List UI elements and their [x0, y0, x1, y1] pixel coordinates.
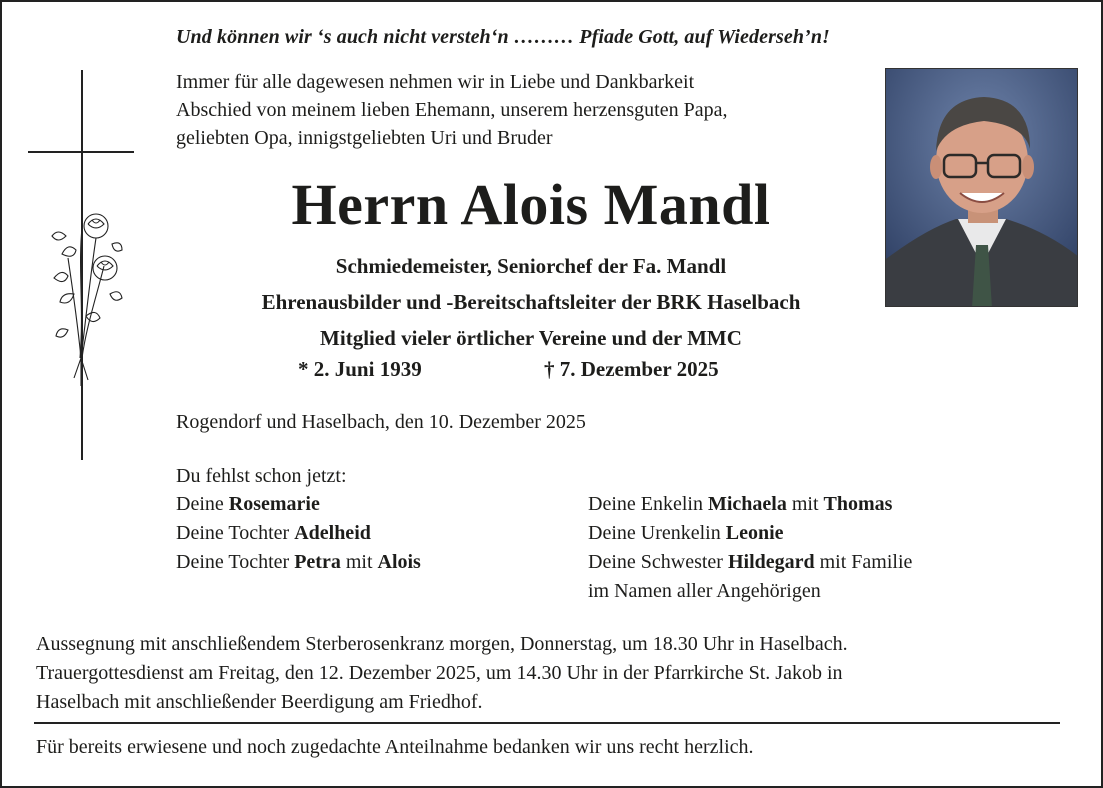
family-list-right — [588, 490, 912, 606]
service-line: Trauergottesdienst am Freitag, den 12. Dezember 2025, um 14.30 Uhr in der Pfarrkirche St. Jakob in — [36, 662, 843, 684]
family-line — [588, 519, 912, 548]
family-line — [588, 548, 912, 577]
intro-text — [176, 68, 876, 152]
relative-name: Hildegard — [727, 551, 815, 573]
relation-text: Deine Urenkelin — [588, 522, 726, 544]
thanks-text: Für bereits erwiesene und noch zugedachte Anteilnahme bedanken wir uns recht herzlich. — [36, 736, 754, 758]
portrait-photo — [885, 68, 1078, 307]
title-line: Mitglied vieler örtlicher Vereine und der MMC — [320, 326, 742, 350]
service-line: Haselbach mit anschließender Beerdigung am Friedhof. — [36, 691, 483, 713]
titles — [176, 248, 886, 356]
family-list-left — [176, 490, 421, 577]
divider — [34, 722, 1060, 724]
relation-text: mit — [786, 493, 824, 515]
death-date: † 7. Dezember 2025 — [544, 357, 719, 381]
title-line: Schmiedemeister, Seniorchef der Fa. Mandl — [335, 254, 727, 278]
relative-name: Adelheid — [294, 522, 371, 544]
relation-text: Deine Tochter — [176, 551, 295, 573]
relation-text: Deine Schwester — [588, 551, 728, 573]
relative-name: Rosemarie — [228, 493, 320, 515]
title-line: Ehrenausbilder und -Bereitschaftsleiter der BRK Haselbach — [261, 290, 801, 314]
intro-line: Immer für alle dagewesen nehmen wir in Liebe und Dankbarkeit — [176, 71, 695, 93]
service-line: Aussegnung mit anschließendem Sterberosenkranz morgen, Donnerstag, um 18.30 Uhr in Haselbach. — [36, 633, 848, 655]
intro-line: geliebten Opa, innigstgeliebten Uri und Bruder — [176, 127, 553, 149]
family-line — [176, 519, 421, 548]
service-info — [36, 630, 1076, 717]
relation-text: mit Familie — [814, 551, 913, 573]
place-date: Rogendorf und Haselbach, den 10. Dezember 2025 — [176, 411, 586, 433]
family-line — [176, 490, 421, 519]
relative-name: Alois — [377, 551, 421, 573]
relative-name: Leonie — [725, 522, 784, 544]
relation-text: Deine Tochter — [176, 522, 295, 544]
relative-name: Michaela — [707, 493, 787, 515]
family-line — [588, 577, 912, 606]
relation-text: im Namen aller Angehörigen — [588, 580, 821, 602]
relation-text: Deine Enkelin — [588, 493, 708, 515]
cross-with-roses-icon — [26, 68, 136, 462]
relative-name: Thomas — [823, 493, 893, 515]
family-intro: Du fehlst schon jetzt: — [176, 465, 347, 487]
birth-date: * 2. Juni 1939 — [298, 357, 422, 381]
deceased-name: Herrn Alois Mandl — [291, 172, 771, 237]
family-line — [588, 490, 912, 519]
relation-text: mit — [340, 551, 378, 573]
intro-line: Abschied von meinem lieben Ehemann, unserem herzensguten Papa, — [176, 99, 728, 121]
relative-name: Petra — [294, 551, 341, 573]
family-line — [176, 548, 421, 577]
relation-text: Deine — [176, 493, 229, 515]
motto: Und können wir ‘s auch nicht versteh‘n ……… Pfiade Gott, auf Wiederseh’n! — [176, 26, 830, 48]
